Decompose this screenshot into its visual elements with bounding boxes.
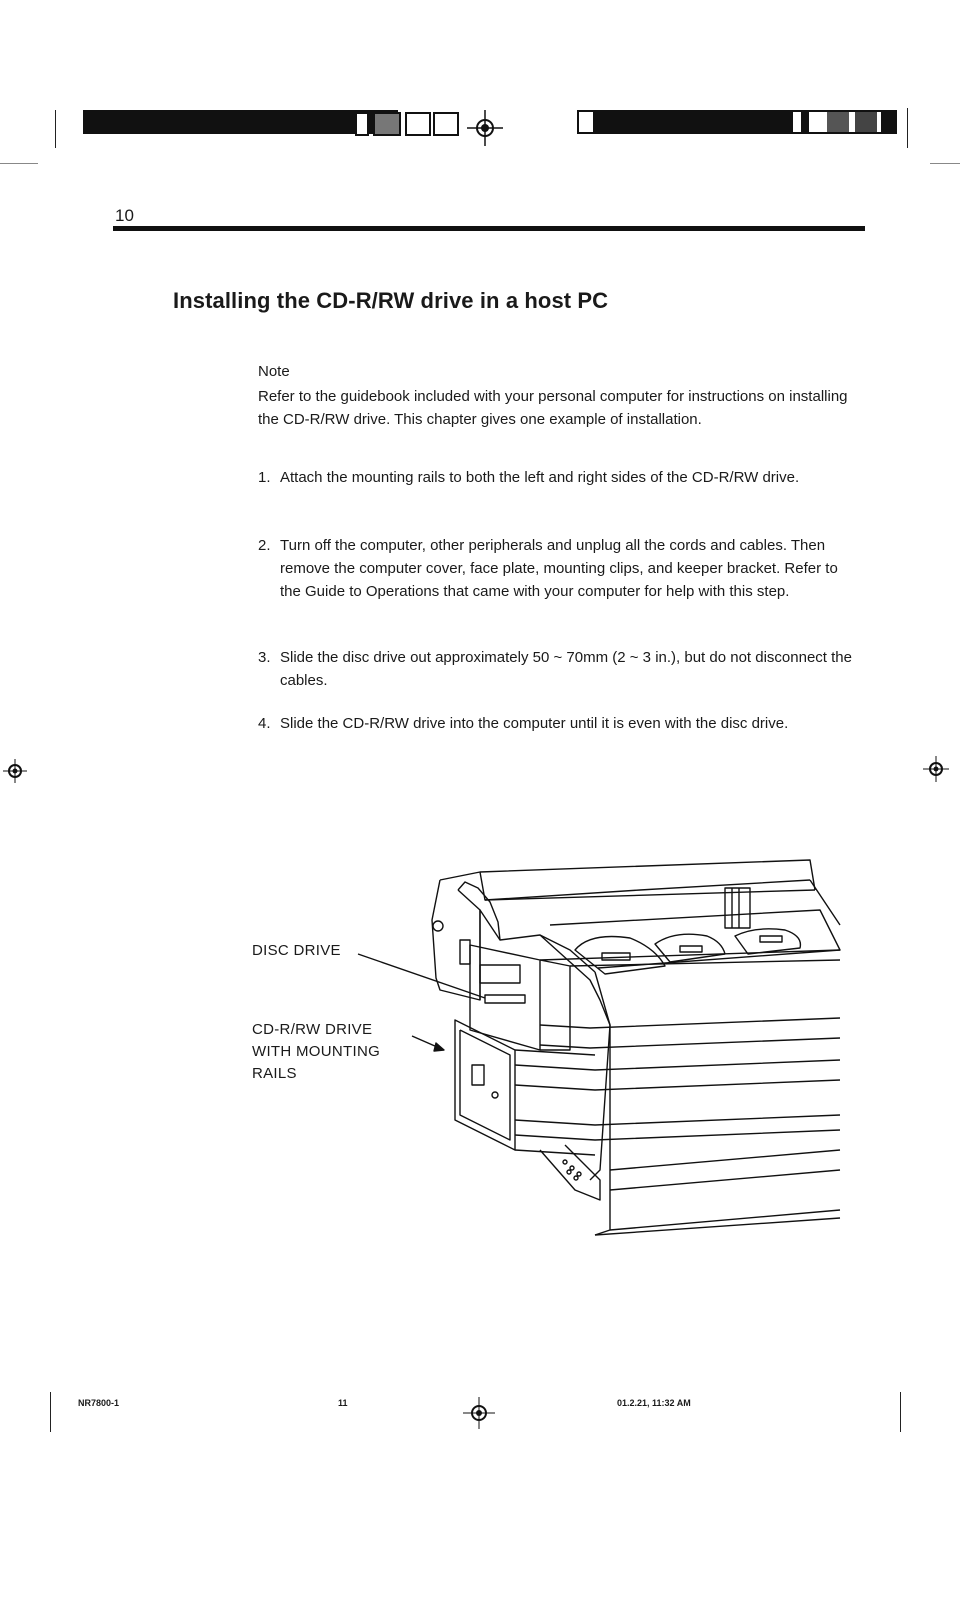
registration-crosshair-bottom-icon bbox=[462, 1396, 496, 1430]
page-title: Installing the CD-R/RW drive in a host PC bbox=[173, 288, 609, 313]
figure-label-disc-drive: DISC DRIVE bbox=[252, 942, 341, 959]
leader-line-disc-drive bbox=[358, 954, 485, 998]
registration-crosshair-left-icon bbox=[2, 758, 28, 784]
step-3 bbox=[258, 646, 858, 692]
figure-label-cdrw-line2: WITH MOUNTING bbox=[252, 1043, 381, 1060]
note-body: Refer to the guidebook included with your personal computer for instructions on installing the CD-R/RW drive. This chapter gives one example of installation. bbox=[258, 388, 848, 428]
page-number: 10 bbox=[115, 206, 134, 225]
step-number: 1. bbox=[258, 469, 271, 486]
note-label: Note bbox=[258, 363, 290, 380]
step-number: 3. bbox=[258, 649, 271, 666]
step-2 bbox=[258, 534, 858, 603]
step-1 bbox=[258, 466, 858, 489]
drive-bay-illustration bbox=[340, 850, 860, 1250]
footer-timestamp: 01.2.21, 11:32 AM bbox=[617, 1398, 691, 1408]
footer-sheet-number: 11 bbox=[338, 1398, 348, 1408]
figure-label-cdrw-line1: CD-R/RW DRIVE bbox=[252, 1021, 373, 1038]
registration-crosshair-right-icon bbox=[922, 755, 950, 783]
crop-mark-left-horizontal bbox=[0, 163, 38, 164]
crop-mark-right bbox=[907, 108, 908, 148]
registration-bar-left bbox=[83, 110, 398, 134]
step-text: Slide the CD-R/RW drive into the computer until it is even with the disc drive. bbox=[280, 715, 789, 732]
crop-mark-right-horizontal bbox=[930, 163, 960, 164]
crop-mark-bottom-left bbox=[50, 1392, 51, 1432]
step-text: Slide the disc drive out approximately 50 ~ 70mm (2 ~ 3 in.), but do not disconnect the cables. bbox=[280, 649, 852, 689]
footer-doc-code: NR7800-1 bbox=[78, 1398, 120, 1408]
step-text: Turn off the computer, other peripherals and unplug all the cords and cables. Then remove the computer cover, face plate, mounting clips, and keeper bracket. Refer to the Guide to Operations that came with your computer for help with this step. bbox=[280, 537, 838, 600]
header-rule bbox=[113, 226, 865, 231]
registration-crosshair-top-icon bbox=[465, 108, 505, 148]
step-number: 2. bbox=[258, 537, 271, 554]
step-number: 4. bbox=[258, 715, 271, 732]
crop-mark-left bbox=[55, 110, 56, 148]
figure-label-cdrw-line3: RAILS bbox=[252, 1065, 297, 1082]
step-4 bbox=[258, 712, 858, 735]
crop-mark-bottom-right bbox=[900, 1392, 901, 1432]
registration-bar-right bbox=[577, 110, 897, 134]
step-text: Attach the mounting rails to both the left and right sides of the CD-R/RW drive. bbox=[280, 469, 800, 486]
